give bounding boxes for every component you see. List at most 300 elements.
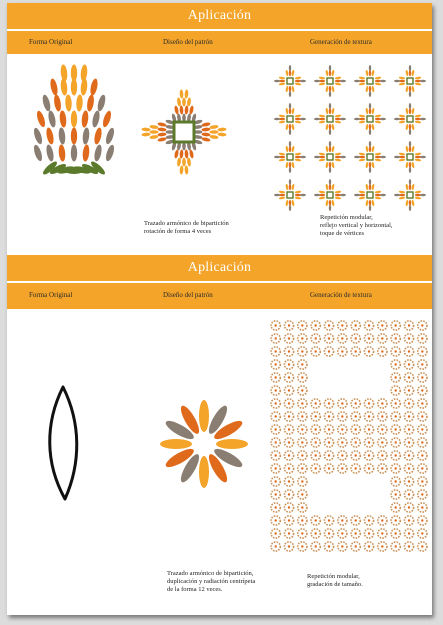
pattern-center	[174, 122, 194, 142]
texture-petal	[285, 108, 288, 115]
section-application-1	[7, 3, 432, 253]
rosette	[391, 529, 400, 538]
texture-petal	[409, 141, 411, 147]
rosette	[404, 360, 413, 369]
texture-petal	[289, 179, 291, 185]
texture-petal	[375, 152, 382, 155]
rosette	[298, 529, 307, 538]
rosette	[311, 464, 320, 473]
texture-petal	[409, 103, 411, 109]
texture-petal	[285, 86, 288, 93]
rosette	[338, 399, 347, 408]
rosette	[271, 399, 280, 408]
texture-petal	[295, 82, 302, 85]
rosette	[284, 516, 293, 525]
rosette	[324, 438, 333, 447]
rosette	[284, 386, 293, 395]
pattern-design-cross	[135, 83, 233, 181]
rosette	[298, 451, 307, 460]
caption-line: Trazado armónico de bipartición	[144, 220, 229, 227]
radial-petal	[199, 400, 209, 432]
column-pattern-design: Diseño del patrón	[163, 38, 213, 46]
rosette	[391, 464, 400, 473]
texture-petal	[329, 65, 331, 71]
texture-petal	[371, 200, 374, 207]
texture-petal	[291, 108, 294, 115]
texture-petal	[394, 156, 400, 158]
texture-petal	[365, 200, 368, 207]
column-texture-generation: Generación de textura	[310, 38, 372, 46]
texture-petal	[340, 80, 346, 82]
texture-petal	[415, 196, 422, 199]
texture-petal	[319, 196, 326, 199]
pattern-caption	[167, 570, 255, 594]
texture-petal	[300, 118, 306, 120]
texture-petal	[295, 190, 302, 193]
flower-petal	[93, 127, 103, 145]
rosette	[284, 438, 293, 447]
rosette	[351, 399, 360, 408]
rosette	[271, 373, 280, 382]
texture-petal	[314, 80, 320, 82]
rosette	[298, 425, 307, 434]
rosette	[364, 464, 373, 473]
texture-petal	[399, 158, 406, 161]
rosette	[378, 542, 387, 551]
rosette	[284, 321, 293, 330]
texture-petal	[329, 129, 331, 135]
texture-petal	[279, 114, 286, 117]
rosette	[364, 412, 373, 421]
texture-petal	[300, 194, 306, 196]
texture-petal	[354, 156, 360, 158]
rosette	[391, 360, 400, 369]
rosette	[311, 321, 320, 330]
texture-petal	[291, 124, 294, 131]
texture-petal	[314, 194, 320, 196]
texture-petal	[375, 196, 382, 199]
rosette	[298, 477, 307, 486]
texture-petal	[325, 200, 328, 207]
texture-tile	[274, 65, 306, 97]
texture-petal	[354, 80, 360, 82]
rosette	[404, 399, 413, 408]
rosette	[391, 451, 400, 460]
rosette	[284, 360, 293, 369]
flower-petal	[58, 127, 66, 145]
texture-petal	[331, 86, 334, 93]
texture-petal	[291, 146, 294, 153]
texture-petal	[289, 141, 291, 147]
texture-petal	[295, 196, 302, 199]
flower-petal	[81, 110, 89, 128]
texture-petal	[411, 200, 414, 207]
rosette	[391, 503, 400, 512]
texture-petal	[285, 162, 288, 169]
rosette	[284, 542, 293, 551]
rosette	[338, 334, 347, 343]
pattern-petal	[209, 135, 218, 140]
texture-petal	[295, 120, 302, 123]
texture-petal	[335, 114, 342, 117]
rosette	[298, 438, 307, 447]
flower-petal	[104, 127, 115, 145]
texture-petal	[365, 70, 368, 77]
pattern-petal	[184, 149, 188, 158]
texture-petal	[291, 70, 294, 77]
texture-petal	[411, 146, 414, 153]
texture-petal	[274, 118, 280, 120]
rosette	[271, 477, 280, 486]
texture-fractal-grid	[269, 319, 429, 553]
pattern-arm	[141, 119, 174, 145]
pattern-caption	[144, 220, 229, 236]
pattern-petal	[209, 125, 218, 130]
rosette	[271, 490, 280, 499]
texture-grid	[270, 61, 430, 211]
flower-petal	[71, 145, 77, 162]
rosette	[364, 438, 373, 447]
texture-petal	[335, 190, 342, 193]
texture-petal	[331, 200, 334, 207]
texture-petal	[279, 152, 286, 155]
rosette	[284, 334, 293, 343]
flower-petal	[49, 78, 59, 96]
texture-petal	[335, 158, 342, 161]
texture-petal	[399, 120, 406, 123]
rosette	[378, 334, 387, 343]
texture-petal	[415, 158, 422, 161]
pattern-petal	[184, 165, 188, 174]
texture-petal	[409, 91, 411, 97]
rosette	[324, 529, 333, 538]
rosette	[418, 490, 427, 499]
flower-petal	[82, 127, 90, 145]
texture-petal	[409, 167, 411, 173]
texture-petal	[335, 76, 342, 79]
rosette	[351, 464, 360, 473]
rosette	[284, 503, 293, 512]
rosette	[271, 438, 280, 447]
texture-petal	[295, 158, 302, 161]
pattern-petal	[174, 105, 179, 115]
rosette	[404, 386, 413, 395]
texture-petal	[359, 158, 366, 161]
texture-petal	[325, 124, 328, 131]
pattern-petal	[179, 105, 183, 114]
texture-petal	[369, 91, 371, 97]
rosette	[404, 516, 413, 525]
rosette	[298, 321, 307, 330]
rosette	[404, 464, 413, 473]
rosette	[418, 477, 427, 486]
texture-petal	[331, 124, 334, 131]
rosette	[364, 347, 373, 356]
texture-petal	[405, 162, 408, 169]
flower-petal	[59, 110, 67, 128]
column-texture-generation: Generación de textura	[310, 291, 372, 299]
texture-petal	[285, 146, 288, 153]
rosette	[378, 529, 387, 538]
rosette	[418, 347, 427, 356]
pattern-petal	[217, 127, 226, 131]
texture-petal	[331, 184, 334, 191]
flower-petal	[32, 144, 43, 162]
texture-petal	[365, 184, 368, 191]
texture-petal	[371, 146, 374, 153]
texture-petal	[331, 70, 334, 77]
rosette	[404, 425, 413, 434]
pattern-petal	[174, 149, 179, 159]
texture-tile	[354, 179, 386, 211]
rosette	[298, 412, 307, 421]
rosette	[338, 464, 347, 473]
rosette	[298, 360, 307, 369]
rosette	[391, 386, 400, 395]
texture-petal	[405, 124, 408, 131]
texture-tile	[394, 179, 426, 211]
pattern-petal	[150, 130, 159, 134]
rosette	[404, 438, 413, 447]
texture-petal	[319, 120, 326, 123]
texture-petal	[380, 194, 386, 196]
texture-petal	[279, 196, 286, 199]
rosette	[311, 412, 320, 421]
texture-petal	[289, 129, 291, 135]
texture-petal	[369, 65, 371, 71]
rosette	[338, 321, 347, 330]
caption-line: rotación de forma 4 veces	[144, 228, 212, 235]
rosette	[271, 529, 280, 538]
rosette	[418, 516, 427, 525]
document-page	[7, 3, 432, 615]
rosette	[338, 412, 347, 421]
rosette	[311, 399, 320, 408]
caption-line: Repetición modular,	[320, 214, 373, 221]
texture-petal	[399, 82, 406, 85]
texture-petal	[285, 184, 288, 191]
rosette	[378, 451, 387, 460]
rosette	[391, 477, 400, 486]
texture-petal	[405, 108, 408, 115]
rosette	[311, 451, 320, 460]
rosette	[391, 542, 400, 551]
rosette	[271, 360, 280, 369]
rosette	[418, 399, 427, 408]
texture-petal	[365, 108, 368, 115]
flower-petal	[89, 78, 99, 96]
rosette	[311, 516, 320, 525]
texture-petal	[340, 194, 346, 196]
texture-petal	[291, 200, 294, 207]
texture-petal	[365, 86, 368, 93]
rosette	[351, 321, 360, 330]
texture-petal	[399, 152, 406, 155]
radial-petal	[199, 456, 209, 488]
column-original-form: Forma Original	[29, 291, 73, 299]
texture-petal	[409, 205, 411, 211]
caption-line: reflejo vertical y horizontal,	[320, 222, 393, 229]
texture-petal	[411, 124, 414, 131]
rosette	[404, 477, 413, 486]
rosette	[311, 347, 320, 356]
flower-petal	[76, 94, 83, 111]
texture-petal	[415, 114, 422, 117]
texture-petal	[335, 196, 342, 199]
texture-petal	[289, 167, 291, 173]
texture-petal	[411, 108, 414, 115]
texture-petal	[335, 152, 342, 155]
rosette	[284, 399, 293, 408]
flower-petal	[41, 94, 52, 112]
rosette	[284, 529, 293, 538]
texture-petal	[325, 146, 328, 153]
rosette	[311, 425, 320, 434]
texture-petal	[319, 76, 326, 79]
rosette	[351, 451, 360, 460]
rosette	[298, 542, 307, 551]
texture-caption	[320, 214, 393, 238]
texture-petal	[279, 120, 286, 123]
texture-petal	[394, 194, 400, 196]
rosette	[351, 542, 360, 551]
rosette	[324, 399, 333, 408]
rosette	[284, 425, 293, 434]
rosette	[418, 386, 427, 395]
texture-petal	[369, 205, 371, 211]
texture-petal	[319, 158, 326, 161]
pattern-arm	[171, 89, 197, 122]
caption-line: Repetición modular,	[307, 573, 360, 580]
texture-petal	[279, 82, 286, 85]
rosette	[418, 464, 427, 473]
rosette	[391, 438, 400, 447]
texture-petal	[331, 162, 334, 169]
section-title: Aplicación	[7, 3, 432, 29]
texture-petal	[329, 141, 331, 147]
rosette	[364, 542, 373, 551]
texture-petal	[369, 141, 371, 147]
pattern-petal	[157, 137, 167, 142]
rosette	[378, 412, 387, 421]
texture-petal	[359, 190, 366, 193]
texture-petal	[329, 205, 331, 211]
rosette	[418, 438, 427, 447]
caption-line: de la forma 12 veces.	[167, 586, 223, 593]
texture-petal	[375, 120, 382, 123]
rosette	[391, 321, 400, 330]
texture-petal	[354, 118, 360, 120]
texture-petal	[399, 76, 406, 79]
texture-petal	[420, 194, 426, 196]
flower-petal	[47, 110, 57, 128]
texture-petal	[380, 80, 386, 82]
texture-petal	[375, 114, 382, 117]
rosette	[391, 412, 400, 421]
rosette	[311, 334, 320, 343]
pattern-petal	[141, 127, 150, 131]
rosette	[311, 529, 320, 538]
rosette	[351, 425, 360, 434]
texture-petal	[279, 158, 286, 161]
flower-petal	[96, 94, 107, 112]
pattern-petal	[210, 130, 219, 134]
pattern-petal	[187, 157, 192, 166]
rosette	[284, 451, 293, 460]
rosette	[324, 464, 333, 473]
texture-petal	[329, 167, 331, 173]
texture-petal	[279, 76, 286, 79]
texture-petal	[340, 156, 346, 158]
rosette	[378, 425, 387, 434]
rosette	[311, 438, 320, 447]
rosette	[271, 334, 280, 343]
texture-petal	[394, 80, 400, 82]
pattern-petal	[177, 157, 182, 166]
rosette	[284, 477, 293, 486]
texture-petal	[375, 76, 382, 79]
rosette	[271, 451, 280, 460]
texture-petal	[420, 118, 426, 120]
rosette	[351, 529, 360, 538]
pattern-petal	[179, 89, 183, 98]
texture-petal	[375, 158, 382, 161]
texture-petal	[394, 118, 400, 120]
column-original-form: Forma Original	[29, 38, 73, 46]
texture-tile	[354, 65, 386, 97]
pattern-petal	[201, 137, 211, 142]
pattern-petal	[179, 165, 183, 174]
texture-petal	[415, 190, 422, 193]
rosette	[338, 542, 347, 551]
texture-petal	[411, 70, 414, 77]
texture-petal	[285, 124, 288, 131]
section-title: Aplicación	[7, 255, 432, 281]
rosette	[338, 451, 347, 460]
rosette	[271, 425, 280, 434]
texture-petal	[319, 82, 326, 85]
texture-petal	[375, 82, 382, 85]
pattern-petal	[201, 127, 210, 131]
rosette	[338, 425, 347, 434]
rosette	[324, 334, 333, 343]
texture-petal	[329, 179, 331, 185]
texture-petal	[329, 91, 331, 97]
rosette	[298, 464, 307, 473]
texture-petal	[289, 91, 291, 97]
rosette	[404, 490, 413, 499]
pattern-design-radial	[155, 395, 253, 493]
flower-petal	[71, 79, 77, 96]
rosette	[418, 542, 427, 551]
radial-petal	[216, 439, 248, 449]
rosette	[364, 516, 373, 525]
rosette	[351, 334, 360, 343]
rosette	[404, 347, 413, 356]
texture-petal	[285, 70, 288, 77]
texture-petal	[371, 124, 374, 131]
texture-tile	[314, 65, 346, 97]
flower-petal	[35, 110, 46, 128]
rosette	[298, 399, 307, 408]
rosette	[404, 412, 413, 421]
rosette	[324, 412, 333, 421]
flower-petal	[58, 144, 66, 162]
texture-tile	[394, 103, 426, 135]
rosette	[271, 321, 280, 330]
pattern-petal	[189, 105, 194, 115]
texture-petal	[371, 108, 374, 115]
